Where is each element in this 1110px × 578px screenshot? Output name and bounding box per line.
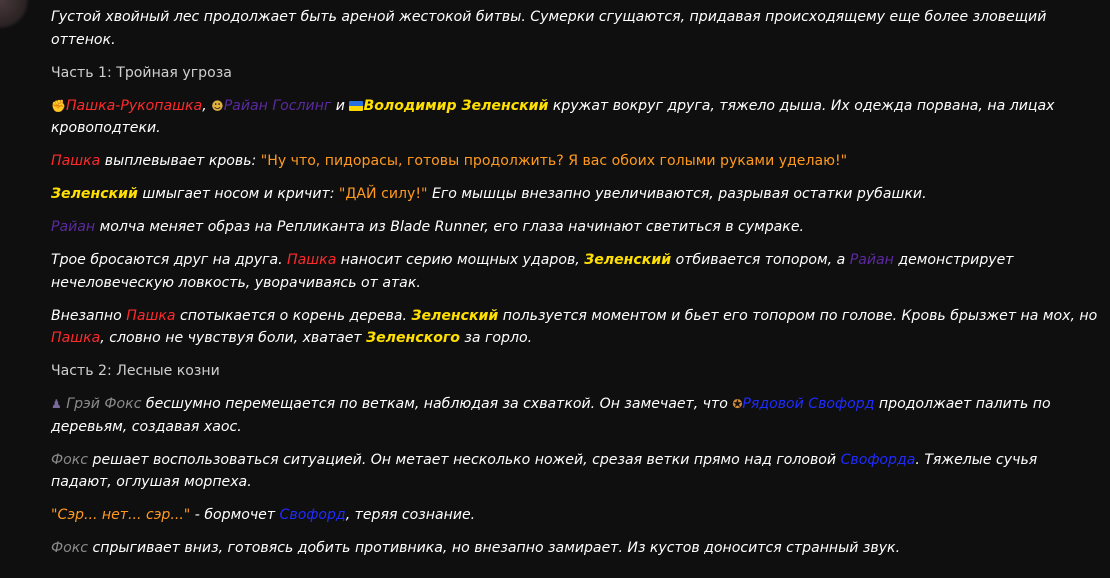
character-zelensky: Зеленский: [51, 186, 138, 202]
paragraph-10: [51, 537, 1101, 560]
paragraph-2: [51, 150, 1101, 173]
part-2-header: Часть 2: Лесные козни: [51, 363, 220, 379]
paragraph-text: пользуется моментом и бьет его топором по голове. Кровь брызжет на мох, но: [498, 307, 1098, 324]
paragraph-4: [51, 216, 1101, 239]
fist-icon: ✊: [51, 98, 66, 113]
story-intro: Густой хвойный лес продолжает быть ареной жестокой битвы. Сумерки сгущаются, придавая происходящему еще более зловещий оттенок.: [51, 9, 1047, 48]
character-pashka: Пашка: [51, 330, 101, 346]
conjunction: и: [331, 97, 350, 114]
quote: "Ну что, пидорасы, готовы продолжить? Я вас обоих голыми руками уделаю!": [260, 153, 848, 169]
character-ryan: Райан Гослинг: [223, 97, 332, 114]
sunglasses-icon: ☻: [211, 98, 224, 113]
character-fox: Фокс: [51, 540, 89, 556]
character-ryan: Райан: [51, 219, 96, 235]
character-swofford: Свофорда: [840, 451, 916, 468]
part-1-header: Часть 1: Тройная угроза: [51, 64, 232, 81]
paragraph-text: , теряя сознание.: [345, 507, 476, 523]
paragraph-text: бесшумно перемещается по веткам, наблюдая за схваткой. Он замечает, что: [141, 396, 733, 412]
paragraph-text: наносит серию мощных ударов,: [336, 252, 585, 268]
character-ryan: Райан: [849, 252, 894, 268]
paragraph-text: . Тяжелые сучья падают, оглушая морпеха.: [51, 451, 1038, 490]
paragraph-text: , словно не чувствуя боли, хватает: [100, 330, 367, 346]
paragraph-text: молча меняет образ на Репликанта из Blade Runner, его глаза начинают светиться в сумраке.: [95, 219, 804, 235]
paragraph-5: [51, 249, 1101, 294]
paragraph-text: демонстрирует нечеловеческую ловкость, уворачиваясь от атак.: [51, 252, 1014, 291]
character-zelensky: Зеленский: [584, 252, 672, 268]
separator: ,: [202, 97, 207, 114]
quote: "Сэр... нет... сэр...": [51, 507, 191, 523]
paragraph-text: Его мышцы внезапно увеличиваются, разрывая остатки рубашки.: [427, 186, 927, 202]
paragraph-3: [51, 183, 1101, 206]
paragraph-text: Внезапно: [51, 307, 127, 324]
paragraph-text: Трое бросаются друг на друга.: [51, 252, 288, 268]
character-swofford: Свофорд: [279, 507, 346, 523]
paragraph-text: кружат вокруг друга, тяжело дыша. Их одежда порвана, на лицах кровоподтеки.: [51, 97, 1055, 136]
character-pashka: Пашка: [287, 252, 337, 268]
character-swofford: Рядовой Свофорд: [742, 396, 875, 412]
ninja-icon: ♟: [51, 397, 62, 411]
character-pashka: Пашка: [51, 153, 101, 169]
message-body: [51, 6, 1101, 570]
paragraph-9: [51, 504, 1101, 527]
paragraph-8: [51, 449, 1101, 494]
paragraph-text: спрыгивает вниз, готовясь добить противника, но внезапно замирает. Из кустов доносится странный звук.: [88, 540, 901, 556]
character-zelensky: Зеленский: [411, 307, 499, 324]
paragraph-7: [51, 393, 1101, 438]
character-pashka: Пашка: [126, 307, 176, 324]
character-pashka: Пашка-Рукопашка: [65, 97, 203, 114]
medal-icon: ✪: [732, 397, 743, 411]
avatar: [0, 0, 30, 30]
character-zelensky: Зеленского: [366, 330, 460, 346]
paragraph-text: спотыкается о корень дерева.: [175, 307, 412, 324]
character-zelensky: Володимир Зеленский: [363, 97, 549, 114]
character-gray-fox: Грэй Фокс: [66, 396, 142, 412]
quote: "ДАЙ силу!": [338, 186, 428, 202]
paragraph-text: выплевывает кровь:: [100, 153, 261, 169]
ukraine-flag-icon: [349, 101, 363, 111]
paragraph-6: [51, 305, 1101, 350]
paragraph-text: - бормочет: [190, 507, 280, 523]
paragraph-text: продолжает палить по деревьям, создавая хаос.: [51, 396, 1051, 435]
character-fox: Фокс: [51, 451, 89, 468]
paragraph-1: [51, 95, 1101, 140]
paragraph-text: шмыгает носом и кричит:: [137, 186, 339, 202]
paragraph-text: решает воспользоваться ситуацией. Он метает несколько ножей, срезая ветки прямо над головой: [88, 451, 841, 468]
paragraph-text: отбивается топором, а: [671, 252, 850, 268]
paragraph-text: за горло.: [459, 330, 533, 346]
